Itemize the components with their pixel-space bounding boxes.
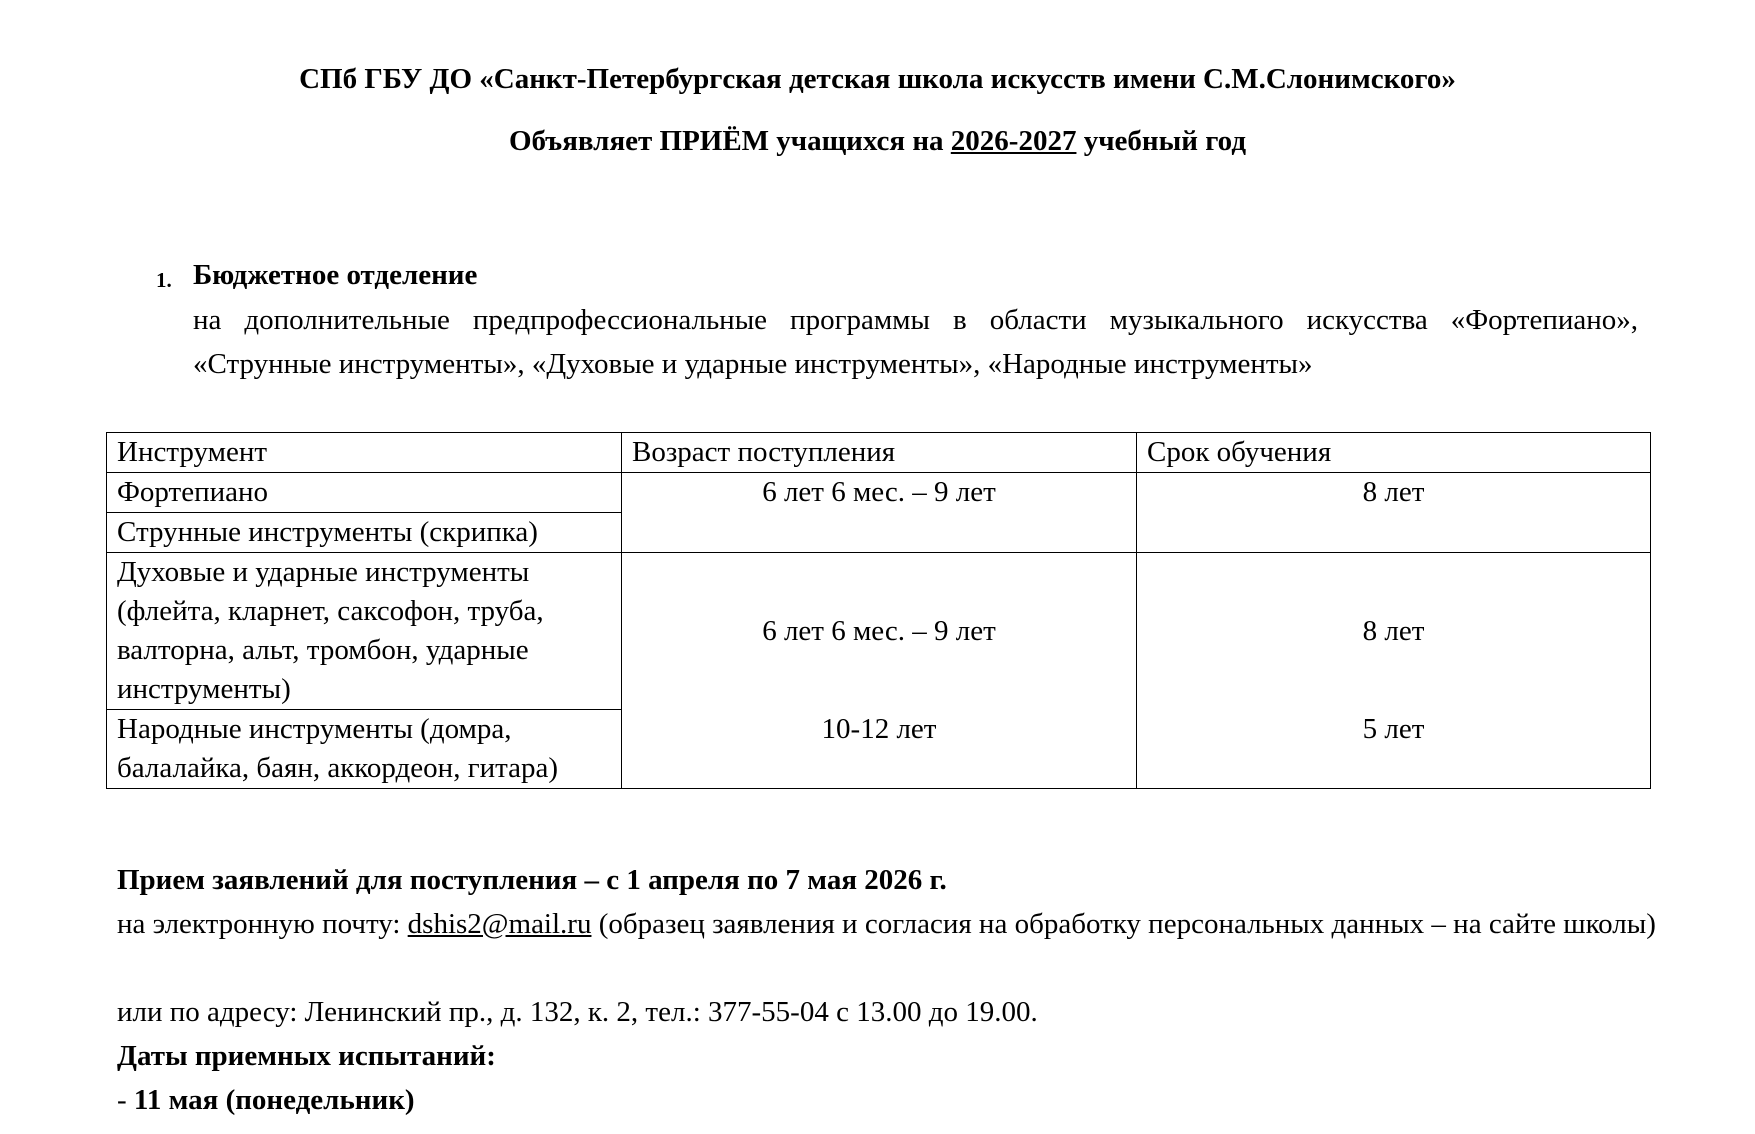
table-row bbox=[107, 473, 1651, 513]
age-cell: 6 лет 6 мес. – 9 лет bbox=[622, 553, 1137, 710]
exam-dates-title: Даты приемных испытаний: bbox=[117, 1040, 496, 1072]
email-prefix: на электронную почту: bbox=[117, 908, 408, 940]
exam-date: 11 мая (понедельник) bbox=[133, 1084, 415, 1116]
table-row bbox=[107, 553, 1651, 710]
email-info bbox=[117, 902, 1657, 946]
academic-year: 2026-2027 bbox=[950, 125, 1077, 157]
address-info: или по адресу: Ленинский пр., д. 132, к. 2, тел.: 377-55-04 с 13.00 до 19.00. bbox=[117, 996, 1038, 1028]
exam-date-item bbox=[117, 1078, 1657, 1122]
instrument-cell: Духовые и ударные инструменты (флейта, кларнет, саксофон, труба, валторна, альт, тромбон, ударные инструменты) bbox=[107, 553, 622, 710]
school-title: СПб ГБУ ДО «Санкт-Петербургская детская школа искусств имени С.М.Слонимского» bbox=[299, 63, 1456, 95]
section-heading: Бюджетное отделение bbox=[193, 259, 478, 291]
section-number: 1. bbox=[156, 268, 172, 292]
section-description: на дополнительные предпрофессиональные программы в области музыкального искусства «Фортепиано», «Струнные инструменты», «Духовые и ударные инструменты», «Народные инструменты» bbox=[193, 304, 1638, 380]
exam-dash: - bbox=[117, 1084, 134, 1116]
duration-cell: 8 лет bbox=[1137, 473, 1651, 553]
admission-period: Прием заявлений для поступления – с 1 апреля по 7 мая 2026 г. bbox=[117, 864, 947, 896]
header-duration: Срок обучения bbox=[1137, 433, 1651, 473]
header-instrument: Инструмент bbox=[107, 433, 622, 473]
instrument-cell: Фортепиано bbox=[107, 473, 622, 513]
announce-suffix: учебный год bbox=[1076, 125, 1247, 157]
header-age: Возраст поступления bbox=[622, 433, 1137, 473]
duration-cell: 5 лет bbox=[1137, 710, 1651, 789]
admission-announcement bbox=[0, 121, 1755, 161]
age-cell: 10-12 лет bbox=[622, 710, 1137, 789]
programs-table bbox=[106, 432, 1651, 789]
table-row bbox=[107, 710, 1651, 789]
duration-cell: 8 лет bbox=[1137, 553, 1651, 710]
instrument-cell: Струнные инструменты (скрипка) bbox=[107, 513, 622, 553]
email-suffix: (образец заявления и согласия на обработку персональных данных – на сайте школы) bbox=[591, 908, 1656, 940]
email-link[interactable]: dshis2@mail.ru bbox=[407, 908, 592, 940]
instrument-cell: Народные инструменты (домра, балалайка, баян, аккордеон, гитара) bbox=[107, 710, 622, 789]
announce-prefix: Объявляет ПРИЁМ учащихся на bbox=[508, 125, 951, 157]
table-header-row bbox=[107, 433, 1651, 473]
age-cell: 6 лет 6 мес. – 9 лет bbox=[622, 473, 1137, 553]
